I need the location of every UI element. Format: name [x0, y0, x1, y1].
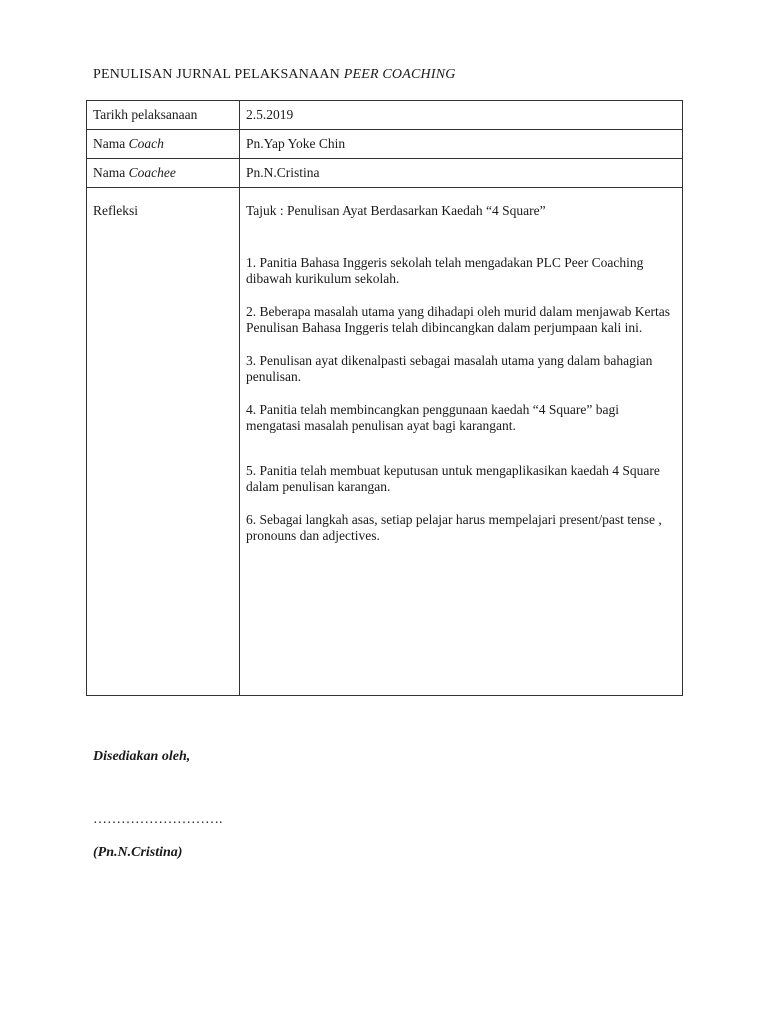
coach-label-italic: Coach: [128, 136, 164, 151]
reflection-content: [240, 188, 683, 696]
title-italic: PEER COACHING: [343, 67, 456, 82]
coachee-label-prefix: Nama: [93, 165, 129, 180]
title-main: PENULISAN JURNAL PELAKSANAAN: [93, 67, 344, 82]
preparer-name: (Pn.N.Cristina): [93, 845, 183, 860]
coach-label-prefix: Nama: [93, 136, 129, 151]
reflection-point: 1. Panitia Bahasa Inggeris sekolah telah mengadakan PLC Peer Coaching dibawah kurikulum sekolah.: [246, 255, 644, 286]
reflection-point: 4. Panitia telah membincangkan penggunaan kaedah “4 Square” bagi mengatasi masalah penulisan ayat bagi karangant.: [246, 402, 619, 433]
table-row: [87, 101, 683, 130]
reflection-topic: Tajuk : Penulisan Ayat Berdasarkan Kaedah “4 Square”: [246, 203, 546, 218]
table-row: [87, 188, 683, 696]
coachee-label: [87, 159, 240, 188]
date-label: Tarikh pelaksanaan: [87, 101, 240, 130]
coach-label: [87, 130, 240, 159]
coachee-label-italic: Coachee: [128, 165, 176, 180]
reflection-point: 5. Panitia telah membuat keputusan untuk mengaplikasikan kaedah 4 Square dalam penulisan karangan.: [246, 463, 660, 494]
coachee-value: Pn.N.Cristina: [240, 159, 683, 188]
document-title: [93, 67, 456, 83]
signature-line: ……………………….: [93, 812, 223, 827]
reflection-point: 6. Sebagai langkah asas, setiap pelajar harus mempelajari present/past tense , pronouns dan adjectives.: [246, 512, 662, 543]
journal-table: [86, 100, 683, 696]
reflection-label: Refleksi: [87, 188, 240, 696]
date-value: 2.5.2019: [240, 101, 683, 130]
reflection-point: 3. Penulisan ayat dikenalpasti sebagai masalah utama yang dalam bahagian penulisan.: [246, 353, 653, 384]
table-row: [87, 130, 683, 159]
prepared-by-label: Disediakan oleh,: [93, 749, 191, 764]
table-row: [87, 159, 683, 188]
reflection-point: 2. Beberapa masalah utama yang dihadapi oleh murid dalam menjawab Kertas Penulisan Bahasa Inggeris telah dibincangkan dalam perjumpaan kali ini.: [246, 304, 670, 335]
coach-value: Pn.Yap Yoke Chin: [240, 130, 683, 159]
